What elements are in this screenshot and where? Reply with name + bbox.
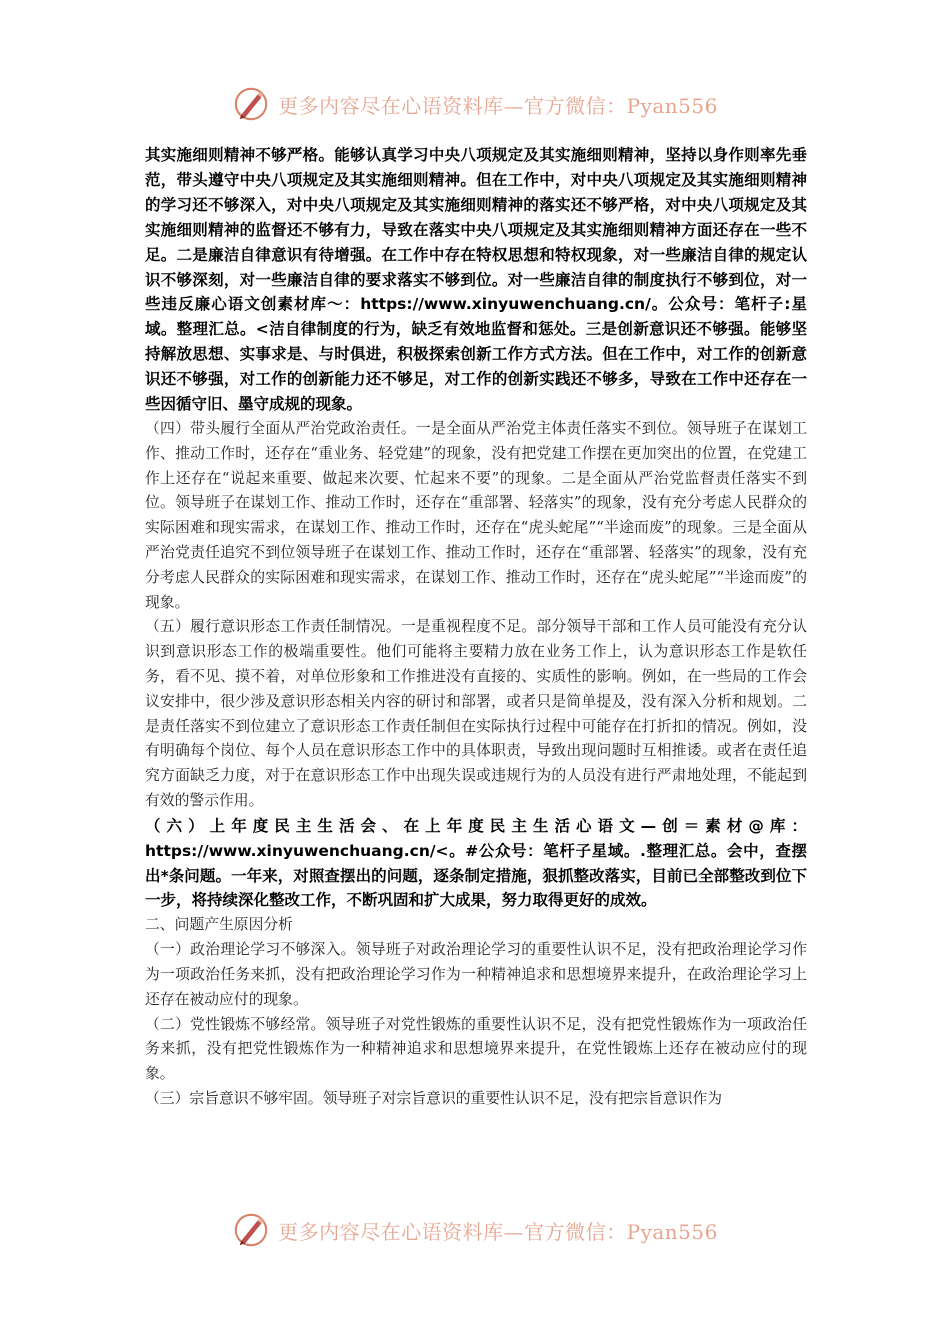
document-body bbox=[145, 143, 807, 1112]
paragraph-self-discipline: 其实施细则精神不够严格。能够认真学习中央八项规定及其实施细则精神，坚持以身作则率先垂范，带头遵守中央八项规定及其实施细则精神。但在工作中，对中央八项规定及其实施细则精神的学习还不够深入，对中央八项规定及其实施细则精神的落实还不够严格，对中央八项规定及其实施细则精神的监督还不够有力，导致在落实中央八项规定及其实施细则精神方面还存在一些不足。二是廉洁自律意识有待增强。在工作中存在特权思想和特权现象，对一些廉洁自律的规定认识不够深刻，对一些廉洁自律的要求落实不够到位。对一些廉洁自律的制度执行不够到位，对一些违反廉心语文创素材库～：https://www.xinyuwenchuang.cn/。公众号：笔杆子:星域。整理汇总。<洁自律制度的行为，缺乏有效地监督和惩处。三是创新意识还不够强。能够坚持解放思想、实事求是、与时俱进，积极探索创新工作方式方法。但在工作中，对工作的创新意识还不够强，对工作的创新能力还不够足，对工作的创新实践还不够多，导致在工作中还存在一些因循守旧、墨守成规的现象。 bbox=[145, 146, 807, 414]
header-watermark-banner bbox=[0, 80, 950, 128]
paragraph-section-5: （五）履行意识形态工作责任制情况。一是重视程度不足。部分领导干部和工作人员可能没有充分认识到意识形态工作的极端重要性。他们可能将主要精力放在业务工作上，认为意识形态工作是软任务，看不见、摸不着，对单位形象和工作推进没有直接的、实质性的影响。例如，在一些局的工作会议安排中，很少涉及意识形态相关内容的研讨和部署，或者只是简单提及，没有深入分析和规划。二是责任落实不到位建立了意识形态工作责任制但在实际执行过程中可能存在打折扣的情况。例如，没有明确每个岗位、每个人员在意识形态工作中的具体职责，导致出现问题时互相推诿。或者在责任追究方面缺乏力度，对于在意识形态工作中出现失误或违规行为的人员没有进行严肃地处理，不能起到有效的警示作用。 bbox=[145, 618, 807, 809]
footer-watermark-text: 更多内容尽在心语资料库—官方微信：Pyan556 bbox=[278, 1219, 718, 1244]
heading-cause-analysis: 二、问题产生原因分析 bbox=[145, 916, 293, 934]
paragraph-cause-2: （二）党性锻炼不够经常。领导班子对党性锻炼的重要性认识不足，没有把党性锻炼作为一项政治任务来抓，没有把党性锻炼作为一种精神追求和思想境界来提升，在党性锻炼上还存在被动应付的现象。 bbox=[145, 1015, 807, 1083]
footer-watermark-banner bbox=[0, 1206, 950, 1254]
paragraph-section-4: （四）带头履行全面从严治党政治责任。一是全面从严治党主体责任落实不到位。领导班子在谋划工作、推动工作时，还存在“重业务、轻党建”的现象，没有把党建工作摆在更加突出的位置，在党建工作上还存在“说起来重要、做起来次要、忙起来不要”的现象。二是全面从严治党监督责任落实不到位。领导班子在谋划工作、推动工作时，还存在“重部署、轻落实”的现象，没有充分考虑人民群众的实际困难和现实需求，在谋划工作、推动工作时，还存在“虎头蛇尾”“半途而废”的现象。三是全面从严治党责任追究不到位领导班子在谋划工作、推动工作时，还存在“重部署、轻落实”的现象，没有充分考虑人民群众的实际困难和现实需求，在谋划工作、推动工作时，还存在“虎头蛇尾”“半途而废”的现象。 bbox=[145, 419, 807, 611]
paragraph-cause-1: （一）政治理论学习不够深入。领导班子对政治理论学习的重要性认识不足，没有把政治理论学习作为一项政治任务来抓，没有把政治理论学习作为一种精神追求和思想境界来提升，在政治理论学习上还存在被动应付的现象。 bbox=[145, 941, 807, 1008]
paragraph-section-6: （六）上年度民主生活会、在上年度民主生活心语文—创＝素材@库：https://www.xinyuwenchuang.cn/<。#公众号：笔杆子星域。.整理汇总。会中，查摆出*条问题。一年来，对照查摆出的问题，逐条制定措施，狠抓整改落实，目前已全部整改到位下一步，将持续深化整改工作，不断巩固和扩大成果，努力取得更好的成效。 bbox=[145, 816, 807, 910]
paragraph-cause-3: （三）宗旨意识不够牢固。领导班子对宗旨意识的重要性认识不足，没有把宗旨意识作为 bbox=[145, 1089, 723, 1107]
header-watermark-text: 更多内容尽在心语资料库—官方微信：Pyan556 bbox=[278, 93, 718, 118]
pen-logo-icon bbox=[232, 1211, 270, 1249]
pen-logo-icon bbox=[232, 85, 270, 123]
